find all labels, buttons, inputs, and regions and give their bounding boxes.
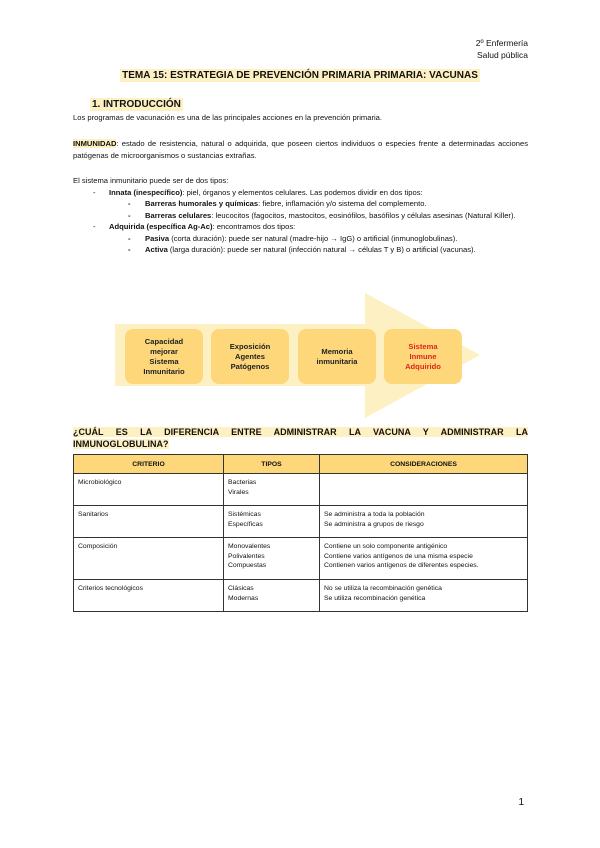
header-subject: Salud pública bbox=[476, 50, 528, 60]
column-header-criterio: CRITERIO bbox=[74, 455, 224, 474]
list-item: - Pasiva (corta duración): puede ser natural (madre-hijo → IgG) o artificial (inmunoglobulinas). bbox=[109, 233, 528, 245]
list-item: - Barreras humorales y químicas: fiebre, inflamación y/o sistema del complemento. bbox=[109, 198, 528, 210]
table-row: Sanitarios Sistémicas Específicas Se administra a toda la población Se administra a grupos de riesgo bbox=[74, 506, 528, 538]
question-heading-line1: ¿CUÁL ES LA DIFERENCIA ENTRE ADMINISTRAR LA VACUNA Y ADMINISTRAR LA bbox=[73, 427, 528, 437]
question-heading-line2: INMUNOGLOBULINA? bbox=[73, 439, 169, 449]
immune-types-list bbox=[73, 187, 528, 256]
column-header-consideraciones: CONSIDERACIONES bbox=[320, 455, 528, 474]
process-step-sistema-adquirido: Sistema Inmune Adquirido bbox=[384, 329, 462, 384]
intro-paragraph: Los programas de vacunación es una de las principales acciones en la prevención primaria. bbox=[73, 113, 382, 122]
table-header-row bbox=[74, 455, 528, 474]
process-steps bbox=[125, 329, 480, 384]
inmunidad-term: INMUNIDAD bbox=[73, 139, 117, 148]
header-course: 2º Enfermería bbox=[475, 38, 528, 48]
list-item: - Barreras celulares: leucocitos (fagocitos, mastocitos, eosinófilos, basófilos y células asesinas (Natural Killer). bbox=[109, 210, 528, 222]
document-title: TEMA 15: ESTRATEGIA DE PREVENCIÓN PRIMARIA PRIMARIA: VACUNAS bbox=[122, 70, 478, 81]
list-item: - Activa (larga duración): puede ser natural (infección natural → células T y B) o artificial (vacunas). bbox=[109, 244, 528, 256]
immune-system-intro: El sistema inmunitario puede ser de dos tipos: bbox=[73, 176, 229, 185]
immune-system-section bbox=[73, 175, 528, 256]
section-heading-introduccion: 1. INTRODUCCIÓN bbox=[92, 99, 181, 110]
page-number: 1 bbox=[518, 797, 524, 808]
column-header-tipos: TIPOS bbox=[224, 455, 320, 474]
table-row: Composición Monovalentes Polivalentes Compuestas Contiene un solo componente antigénico Contiene varios antígenos de una misma especie Contienen varios antígenos de diferentes especies. bbox=[74, 538, 528, 580]
process-step-exposicion: Exposición Agentes Patógenos bbox=[211, 329, 289, 384]
list-item-innata: - Innata (inespecífico): piel, órganos y elementos celulares. Las podemos dividir en dos tipos: - Barreras humorales y químicas: fiebre, inflamación y/o sistema del complemento. - Barreras celulares: leucocitos (fagocitos, mastocitos, eosinófilos, basófilos y células asesinas (Natural Killer). bbox=[73, 187, 528, 222]
table-row: Microbiológico Bacterias Virales bbox=[74, 474, 528, 506]
table-row: Criterios tecnológicos Clásicas Modernas No se utiliza la recombinación genética Se utiliza recombinación genética bbox=[74, 580, 528, 612]
vaccine-criteria-table bbox=[73, 454, 528, 612]
process-step-memoria: Memoria inmunitaria bbox=[298, 329, 376, 384]
process-step-capacidad: Capacidad mejorar Sistema Inmunitario bbox=[125, 329, 203, 384]
inmunidad-paragraph: INMUNIDAD: estado de resistencia, natural o adquirida, que poseen ciertos individuos o especies frente a determinadas acciones patógenas de microorganismos o sustancias extrañas. bbox=[73, 139, 528, 160]
list-item-adquirida: - Adquirida (específica Ag-Ac): encontramos dos tipos: - Pasiva (corta duración): puede ser natural (madre-hijo → IgG) o artificial (inmunoglobulinas). - Activa (larga duración): puede ser natural (infección natural → células T y B) o artificial (vacunas). bbox=[73, 221, 528, 256]
page-header bbox=[476, 37, 528, 61]
